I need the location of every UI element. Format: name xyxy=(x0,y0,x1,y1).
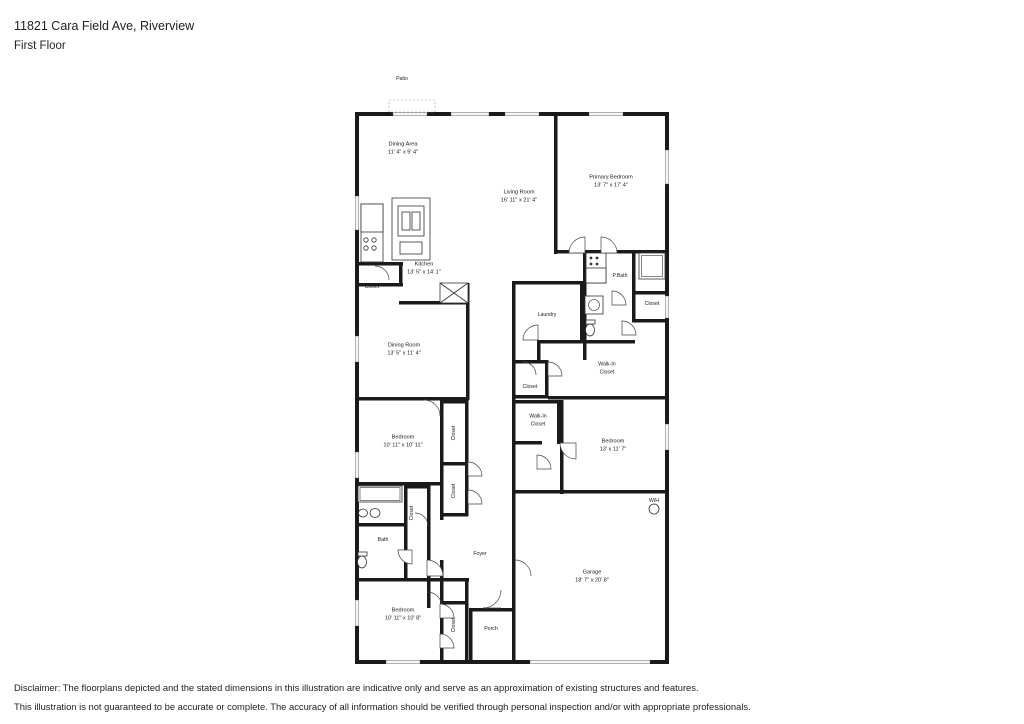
floor-label: First Floor xyxy=(14,40,66,52)
room-name: Walk-In xyxy=(529,413,547,420)
room-name: Closet xyxy=(364,284,380,291)
room-name: Closet xyxy=(599,369,615,375)
room-dimensions: 16' 11" x 21' 4" xyxy=(500,197,538,203)
room-dimensions: 10' 11" x 10' 11" xyxy=(383,442,423,448)
room-dimensions: 13' x 11' 7" xyxy=(599,446,627,452)
room-name: Garage xyxy=(582,569,602,576)
room-name: Closet xyxy=(451,617,458,633)
room-name: P.Bath xyxy=(612,273,628,280)
room-name: Bedroom xyxy=(391,434,415,441)
room-name: Dining Area xyxy=(388,141,418,148)
room-name: Laundry xyxy=(537,312,557,319)
patio-outline xyxy=(389,100,435,112)
room-dimensions: 18' 7" x 20' 8" xyxy=(575,577,609,583)
floorplan-walls xyxy=(355,112,669,664)
room-name: Dining Room xyxy=(387,342,421,349)
room-name: Closet xyxy=(644,301,660,308)
room-name: Kitchen xyxy=(414,261,434,268)
page-title: 11821 Cara Field Ave, Riverview xyxy=(14,19,195,33)
disclaimer xyxy=(14,678,874,716)
room-name: Closet xyxy=(409,505,416,521)
room-name: Living Room xyxy=(503,189,535,196)
room-name: Bath xyxy=(377,537,389,544)
room-name: W/H xyxy=(648,498,660,505)
room-dimensions: 11' 4" x 9' 4" xyxy=(387,149,419,155)
room-dimensions: 13' 5" x 11' 4" xyxy=(387,350,421,356)
room-name: Patio xyxy=(396,76,408,83)
room-name: Bedroom xyxy=(601,438,625,445)
room-name: Porch xyxy=(484,626,498,633)
room-name: Walk-In xyxy=(598,361,616,368)
room-dimensions: 13' 5" x 14' 1" xyxy=(407,269,441,275)
disclaimer-line-1: Disclaimer: The floorplans depicted and the stated dimensions in this illustration are indicative only and serve as an approximation of existing structures and features. xyxy=(14,682,699,693)
room-name: Closet xyxy=(451,483,458,499)
room-name: Bedroom xyxy=(391,607,415,614)
room-dimensions: 13' 7" x 17' 4" xyxy=(594,182,628,188)
room-name: Closet xyxy=(451,425,458,441)
room-dimensions: 10' 11" x 10' 8" xyxy=(384,615,422,621)
room-name: Foyer xyxy=(473,551,487,558)
room-name: Primary Bedroom xyxy=(589,174,633,181)
room-name: Closet xyxy=(530,421,546,427)
disclaimer-line-2: This illustration is not guaranteed to be accurate or complete. The accuracy of all information should be verified through personal inspection and/or with appropriate professionals. xyxy=(14,701,751,712)
room-name: Closet xyxy=(522,384,538,391)
